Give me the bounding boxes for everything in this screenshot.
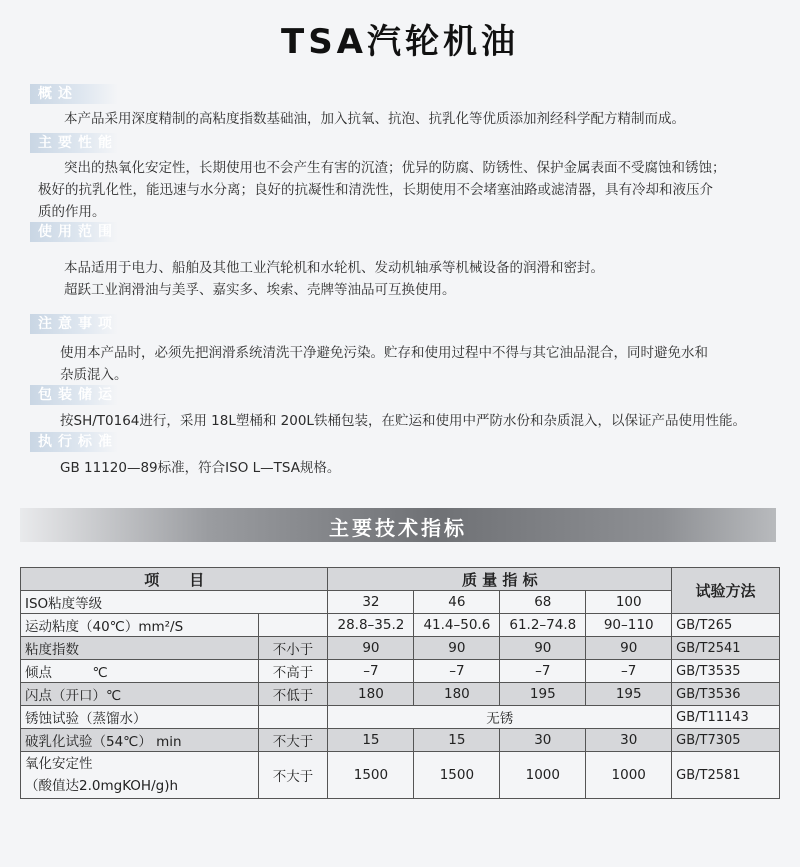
row-limit: 不大于 xyxy=(258,729,328,752)
row-limit: 不小于 xyxy=(258,637,328,660)
text-line: 突出的热氧化安定性，长期使用也不会产生有害的沉渣；优异的防腐、防锈性、保护金属表面不受腐蚀和锈蚀； xyxy=(64,160,726,176)
grade-value: 32 xyxy=(328,591,414,614)
table-row xyxy=(21,637,780,660)
row-value: –7 xyxy=(328,660,414,683)
row-label: 运动粘度（40℃）mm²/S xyxy=(21,614,259,637)
table-header-row xyxy=(21,568,780,591)
row-value: 30 xyxy=(500,729,586,752)
table-row-oxidation xyxy=(21,752,780,799)
rust-limit xyxy=(258,706,328,729)
oxidation-value: 1500 xyxy=(414,752,500,799)
row-method: GB/T265 xyxy=(672,614,780,637)
section-standard-text xyxy=(60,457,800,479)
oxidation-value: 1000 xyxy=(500,752,586,799)
section-caution-text xyxy=(60,342,800,386)
row-method: GB/T7305 xyxy=(672,729,780,752)
text-line: 质的作用。 xyxy=(38,204,106,220)
row-label: 破乳化试验（54℃） min xyxy=(21,729,259,752)
row-value: 41.4–50.6 xyxy=(414,614,500,637)
text-line: 杂质混入。 xyxy=(60,367,128,383)
table-row-rust xyxy=(21,706,780,729)
section-tag-application: 使用范围 xyxy=(30,222,118,242)
text-line: GB 11120—89标准，符合ISO L—TSA规格。 xyxy=(60,460,341,476)
row-value: –7 xyxy=(414,660,500,683)
section-overview-text xyxy=(64,108,800,130)
row-method: GB/T3535 xyxy=(672,660,780,683)
row-label: 粘度指数 xyxy=(21,637,259,660)
spec-banner xyxy=(20,508,776,542)
grade-value: 68 xyxy=(500,591,586,614)
section-tag-caution: 注意事项 xyxy=(30,314,118,334)
row-label: 闪点（开口）℃ xyxy=(21,683,259,706)
text-line: 极好的抗乳化性，能迅速与水分离；良好的抗凝性和清洗性，长期使用不会堵塞油路或滤清器，具有冷却和液压介 xyxy=(38,182,713,198)
oxidation-label-line1: 氧化安定性 xyxy=(25,756,93,772)
row-value: 90–110 xyxy=(586,614,672,637)
page-title: TSA汽轮机油 xyxy=(281,22,519,62)
section-packaging-text xyxy=(60,410,800,432)
row-value: 90 xyxy=(586,637,672,660)
text-line: 按SH/T0164进行，采用 18L塑桶和 200L铁桶包装，在贮运和使用中严防水份和杂质混入，以保证产品使用性能。 xyxy=(60,413,746,429)
row-value: 90 xyxy=(414,637,500,660)
row-method: GB/T3536 xyxy=(672,683,780,706)
section-performance-text xyxy=(38,157,783,223)
row-limit: 不高于 xyxy=(258,660,328,683)
row-value: 30 xyxy=(586,729,672,752)
grade-value: 46 xyxy=(414,591,500,614)
row-value: 180 xyxy=(328,683,414,706)
rust-method: GB/T11143 xyxy=(672,706,780,729)
row-limit: 不低于 xyxy=(258,683,328,706)
row-value: –7 xyxy=(500,660,586,683)
row-label: 倾点 ℃ xyxy=(21,660,259,683)
oxidation-method: GB/T2581 xyxy=(672,752,780,799)
rust-label: 锈蚀试验（蒸馏水） xyxy=(21,706,259,729)
oxidation-label-line2: （酸值达2.0mgKOH/g)h xyxy=(25,778,179,794)
row-value: 195 xyxy=(500,683,586,706)
text-line: 本产品采用深度精制的高粘度指数基础油，加入抗氧、抗泡、抗乳化等优质添加剂经科学配方精制而成。 xyxy=(64,111,685,127)
row-value: 28.8–35.2 xyxy=(328,614,414,637)
section-tag-performance: 主要性能 xyxy=(30,133,118,153)
table-row xyxy=(21,729,780,752)
section-tag-packaging: 包装储运 xyxy=(30,385,118,405)
header-quality: 质 量 指 标 xyxy=(328,568,672,591)
oxidation-value: 1000 xyxy=(586,752,672,799)
spec-banner-title: 主要技术指标 xyxy=(329,516,467,540)
row-value: 15 xyxy=(414,729,500,752)
oxidation-limit: 不大于 xyxy=(258,752,328,799)
section-tag-overview: 概述 xyxy=(30,84,118,104)
table-row xyxy=(21,614,780,637)
oxidation-label xyxy=(21,752,259,799)
table-row xyxy=(21,683,780,706)
row-value: 90 xyxy=(500,637,586,660)
row-value: 15 xyxy=(328,729,414,752)
row-value: 180 xyxy=(414,683,500,706)
header-item: 项 目 xyxy=(21,568,328,591)
rust-value: 无锈 xyxy=(328,706,672,729)
spec-table xyxy=(20,567,780,799)
oxidation-value: 1500 xyxy=(328,752,414,799)
grade-value: 100 xyxy=(586,591,672,614)
row-value: 195 xyxy=(586,683,672,706)
header-method: 试验方法 xyxy=(672,568,780,614)
table-row-grade xyxy=(21,591,780,614)
section-tag-standard: 执行标准 xyxy=(30,432,118,452)
table-row xyxy=(21,660,780,683)
row-value: 61.2–74.8 xyxy=(500,614,586,637)
row-method: GB/T2541 xyxy=(672,637,780,660)
text-line: 超跃工业润滑油与美孚、嘉实多、埃索、壳牌等油品可互换使用。 xyxy=(64,282,456,298)
text-line: 本品适用于电力、船舶及其他工业汽轮机和水轮机、发动机轴承等机械设备的润滑和密封。 xyxy=(64,260,604,276)
text-line: 使用本产品时，必须先把润滑系统清洗干净避免污染。贮存和使用过程中不得与其它油品混合，同时避免水和 xyxy=(60,345,708,361)
section-application-text xyxy=(64,257,800,301)
grade-label: ISO粘度等级 xyxy=(21,591,328,614)
row-value: 90 xyxy=(328,637,414,660)
row-value: –7 xyxy=(586,660,672,683)
row-limit xyxy=(258,614,328,637)
